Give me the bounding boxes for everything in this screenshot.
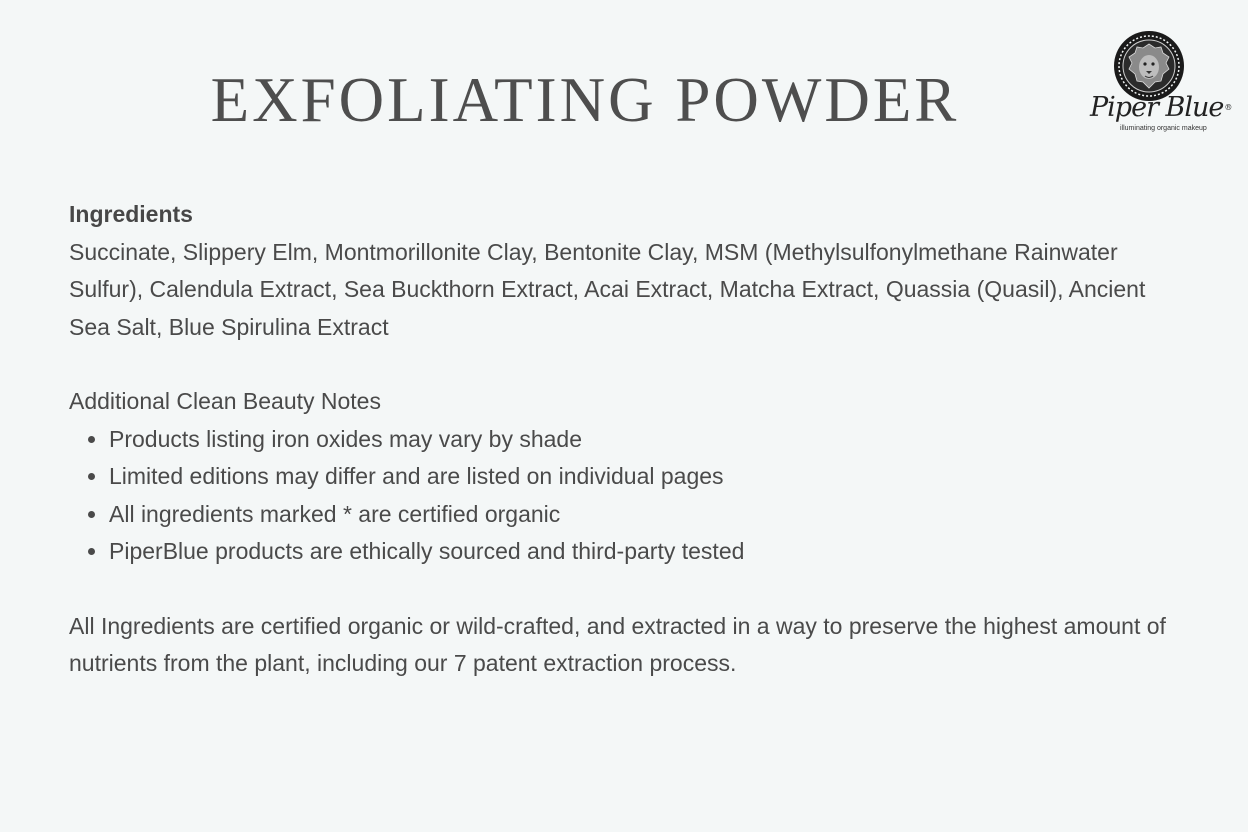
- list-item: • Products listing iron oxides may vary by shade: [109, 421, 1179, 459]
- section-spacer: [69, 346, 1179, 383]
- section-spacer: [69, 571, 1179, 608]
- logo-tagline: illuminating organic makeup: [1120, 125, 1207, 132]
- notes-heading: Additional Clean Beauty Notes: [69, 388, 381, 414]
- ingredients-heading: Ingredients: [69, 201, 193, 227]
- notes-list: [69, 421, 1179, 571]
- list-item: • All ingredients marked * are certified organic: [109, 496, 1179, 534]
- page-title: EXFOLIATING POWDER: [210, 65, 960, 135]
- ingredients-content: [69, 196, 1179, 683]
- registered-mark: ®: [1224, 103, 1232, 112]
- footer-note: All Ingredients are certified organic or wild-crafted, and extracted in a way to preserve the highest amount of nutrients from the plant, including our 7 patent extraction process.: [69, 612, 1166, 676]
- list-item: • PiperBlue products are ethically sourced and third-party tested: [109, 533, 1179, 571]
- ingredients-list-text: Succinate, Slippery Elm, Montmorillonite Clay, Bentonite Clay, MSM (Methylsulfonylmethane Rainwater Sulfur), Calendula Extract, Sea Buckthorn Extract, Acai Extract, Matcha Extract, Quassia (Quasil), Ancient Sea Salt, Blue Spirulina Extract: [69, 238, 1146, 340]
- list-item: • Limited editions may differ and are listed on individual pages: [109, 458, 1179, 496]
- brand-logo: [1086, 28, 1232, 140]
- logo-brand-name: Piper Blue®: [1090, 92, 1232, 123]
